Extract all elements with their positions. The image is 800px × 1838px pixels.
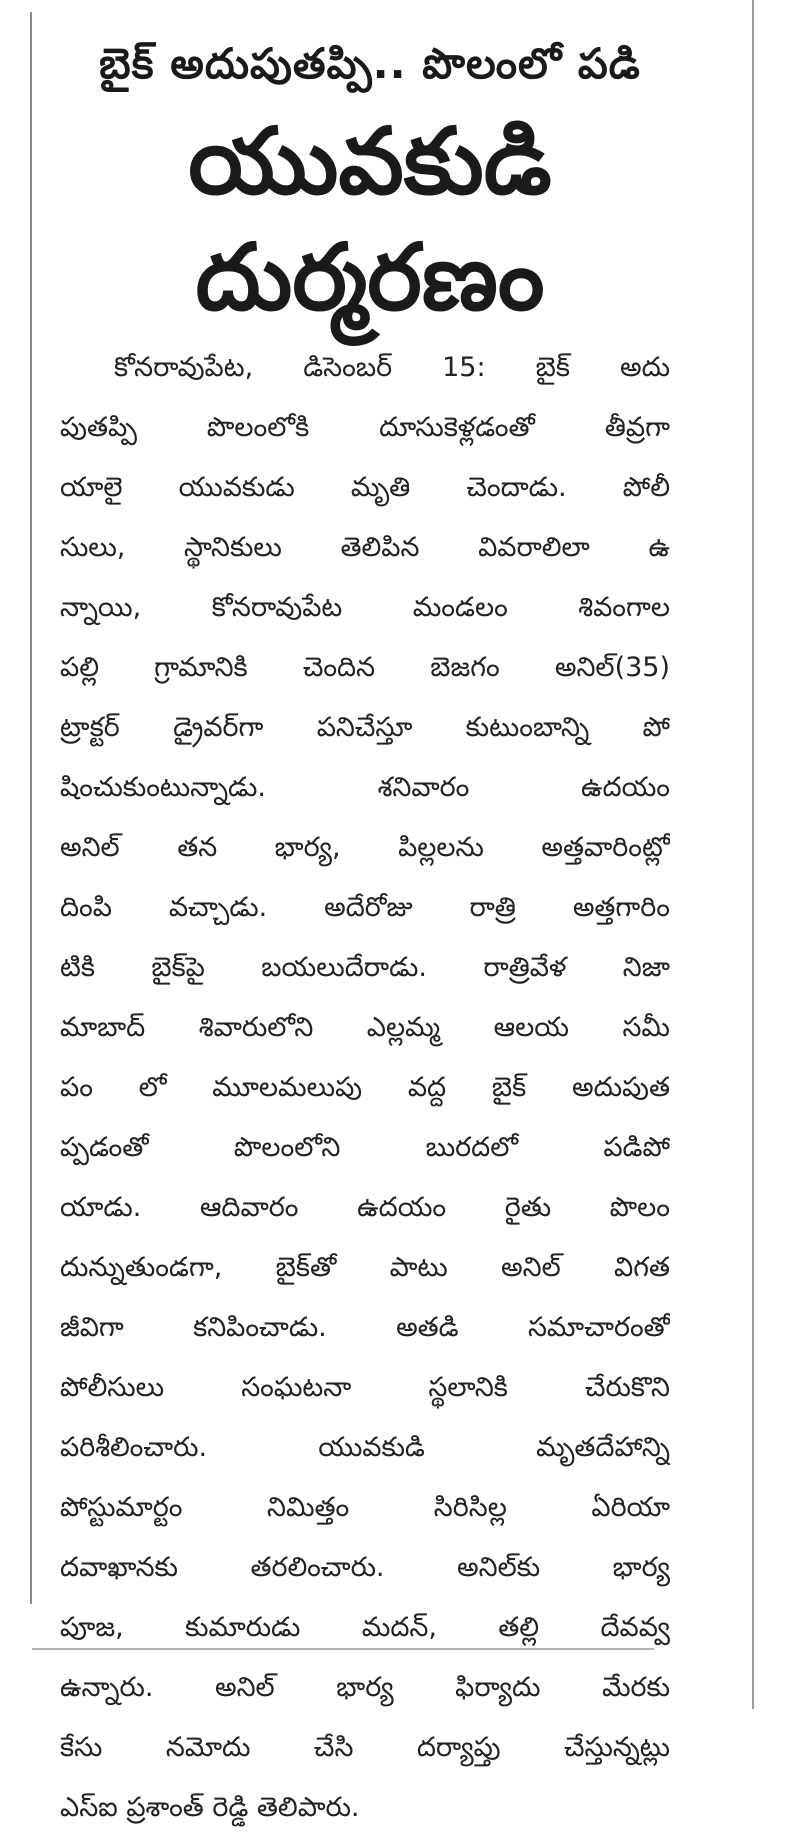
body-line: కేసు నమోదు చేసి దర్యాప్తు చేస్తున్నట్లు — [60, 1732, 670, 1763]
body-line: జీవిగా కనిపించాడు. అతడి సమాచారంతో — [60, 1312, 670, 1343]
body-line: పల్లి గ్రామానికి చెందిన బెజగం అనిల్(35) — [60, 652, 670, 683]
body-line: పుతప్పి పొలంలోకి దూసుకెళ్లడంతో తీవ్రగా — [60, 412, 670, 443]
body-line: న్నాయి, కోనరావుపేట మండలం శివంగాల — [60, 592, 670, 623]
article-headline — [60, 104, 680, 336]
column-rule-right — [752, 0, 754, 1709]
body-line: యాడు. ఆదివారం ఉదయం రైతు పొలం — [60, 1192, 670, 1223]
headline-line-2: దుర్మరణం — [195, 224, 545, 331]
body-line: ట్రాక్టర్ డ్రైవర్‌గా పనిచేస్తూ కుటుంబాన్ని పో — [60, 712, 670, 743]
body-line: టికి బైక్‌పై బయలుదేరాడు. రాత్రివేళ నిజా — [60, 952, 670, 983]
body-line: దున్నుతుండగా, బైక్‌తో పాటు అనిల్ విగత — [60, 1252, 670, 1283]
news-article — [60, 20, 680, 1823]
body-line: కోనరావుపేట, డిసెంబర్ 15: బైక్ అదు — [114, 352, 670, 383]
body-line: పోలీసులు సంఘటనా స్థలానికి చేరుకొని — [60, 1372, 670, 1403]
body-line: యాలై యువకుడు మృతి చెందాడు. పోలీ — [60, 472, 670, 503]
body-line: అనిల్ తన భార్య, పిల్లలను అత్తవారింట్లో — [60, 832, 670, 863]
body-line: పం లో మూలమలుపు వద్ద బైక్ అదుపుత — [60, 1072, 670, 1103]
article-body — [60, 338, 670, 1838]
body-line: షించుకుంటున్నాడు. శనివారం ఉదయం — [60, 772, 670, 803]
body-line: మాబాద్ శివారులోని ఎల్లమ్మ ఆలయ సమీ — [60, 1012, 670, 1043]
headline-line-1: యువకుడి — [188, 108, 552, 215]
column-rule-left — [30, 12, 32, 1604]
body-line: సులు, స్థానికులు తెలిపిన వివరాలిలా ఉ — [60, 532, 670, 563]
body-line: పూజ, కుమారుడు మదన్, తల్లి దేవవ్వ — [60, 1612, 670, 1643]
body-line: పరిశీలించారు. యువకుడి మృతదేహాన్ని — [60, 1432, 670, 1463]
body-line: దింపి వచ్చాడు. అదేరోజు రాత్రి అత్తగారిం — [60, 892, 670, 923]
body-line: ఉన్నారు. అనిల్ భార్య ఫిర్యాదు మేరకు — [60, 1672, 670, 1703]
body-line: పోస్టుమార్టం నిమిత్తం సిరిసిల్ల ఏరియా — [60, 1492, 670, 1523]
body-line: ఎస్ఐ ప్రశాంత్ రెడ్డి తెలిపారు. — [60, 1792, 360, 1823]
article-kicker: బైక్ అదుపుతప్పి.. పొలంలో పడి — [99, 39, 641, 88]
body-line: దవాఖానకు తరలించారు. అనిల్‌కు భార్య — [60, 1552, 670, 1583]
body-line: ప్పడంతో పొలంలోని బురదలో పడిపో — [60, 1132, 670, 1163]
